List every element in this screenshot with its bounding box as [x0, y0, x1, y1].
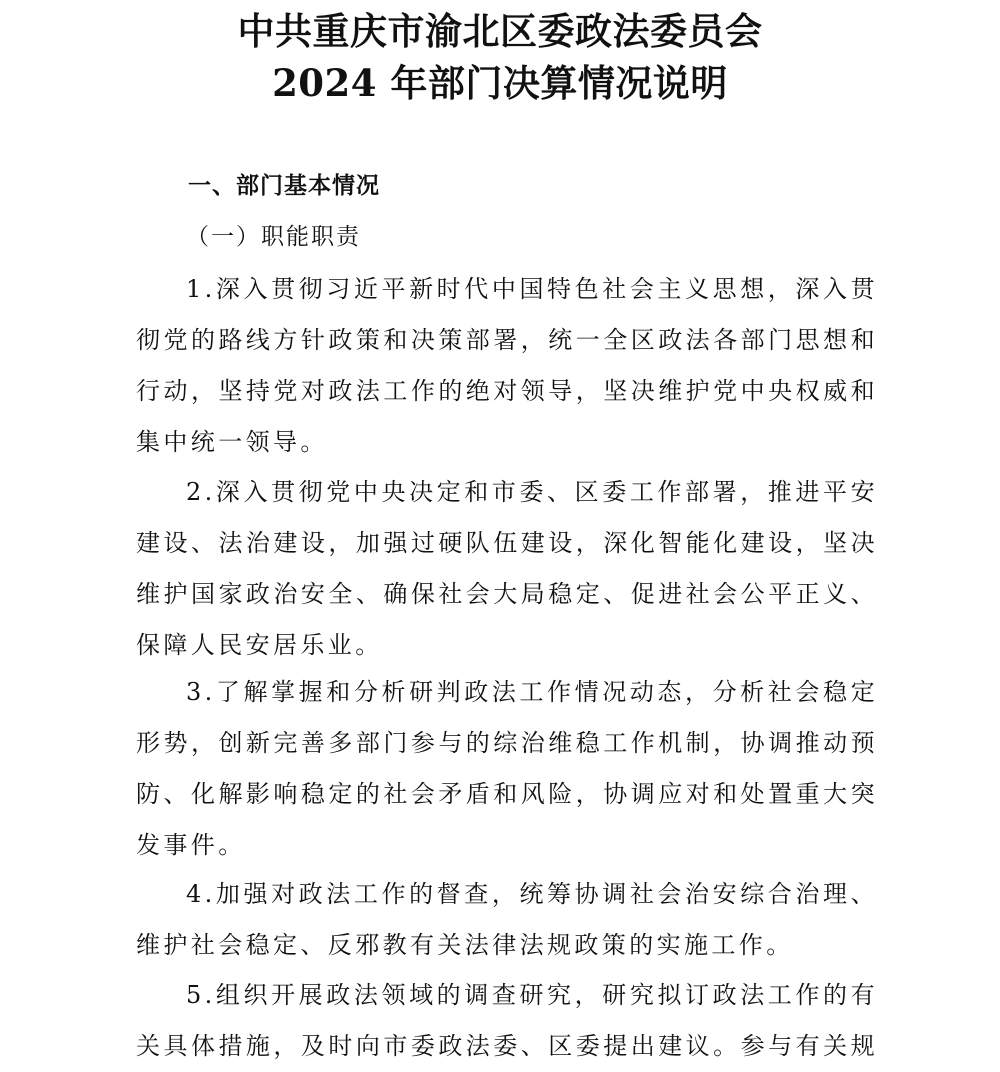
- paragraph-line: 发事件。: [136, 831, 246, 859]
- paragraph-line: 4.加强对政法工作的督查，统筹协调社会治安综合治理、: [186, 880, 878, 908]
- paragraph-line: 维护国家政治安全、确保社会大局稳定、促进社会公平正义、: [136, 580, 878, 608]
- paragraph-3: [136, 667, 878, 871]
- paragraph-line: 建设、法治建设，加强过硬队伍建设，深化智能化建设，坚决: [136, 529, 878, 557]
- paragraph-2: [136, 467, 878, 671]
- paragraph-line: 彻党的路线方针政策和决策部署，统一全区政法各部门思想和: [136, 326, 878, 354]
- paragraph-line: 5.组织开展政法领域的调查研究，研究拟订政法工作的有: [186, 981, 878, 1009]
- document-title-line-2: 2024 年部门决算情况说明: [272, 61, 728, 105]
- paragraph-line: 防、化解影响稳定的社会矛盾和风险，协调应对和处置重大突: [136, 780, 878, 808]
- paragraph-line: 保障人民安居乐业。: [136, 631, 383, 659]
- paragraph-line: 形势，创新完善多部门参与的综治维稳工作机制，协调推动预: [136, 729, 878, 757]
- paragraph-line: 2.深入贯彻党中央决定和市委、区委工作部署，推进平安: [186, 478, 878, 506]
- paragraph-4: [136, 869, 878, 971]
- paragraph-line: 关具体措施，及时向市委政法委、区委提出建议。参与有关规: [136, 1032, 878, 1060]
- paragraph-line: 1.深入贯彻习近平新时代中国特色社会主义思想，深入贯: [186, 275, 878, 303]
- paragraph-5: [136, 970, 878, 1072]
- sub-heading: （一）职能职责: [186, 224, 361, 250]
- section-heading: 一、部门基本情况: [188, 173, 380, 199]
- paragraph-line: 行动，坚持党对政法工作的绝对领导，坚决维护党中央权威和: [136, 377, 878, 405]
- document-title-line-1: 中共重庆市渝北区委政法委员会: [237, 9, 763, 53]
- paragraph-line: 维护社会稳定、反邪教有关法律法规政策的实施工作。: [136, 931, 794, 959]
- paragraph-line: 3.了解掌握和分析研判政法工作情况动态，分析社会稳定: [186, 678, 878, 706]
- paragraph-line: 集中统一领导。: [136, 428, 328, 456]
- paragraph-1: [136, 264, 878, 468]
